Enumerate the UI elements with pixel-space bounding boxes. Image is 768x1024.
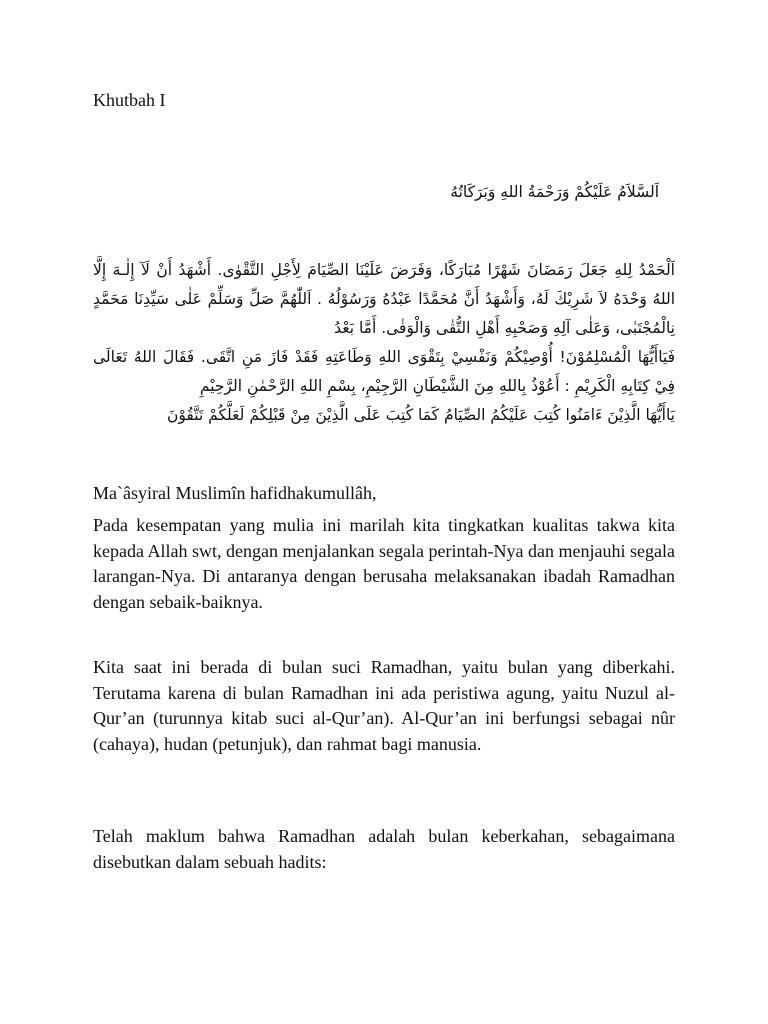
arabic-salam: اَلسَّلاَمُ عَلَيْكُمْ وَرَحْمَةُ اللهِ وَبَرَكَاتُهُ [450,183,659,201]
arabic-paragraph-opening: اَلْحَمْدُ لِلهِ جَعَلَ رَمَضَانَ شَهْرًا مُبَارَكًا، وَفَرَضَ عَلَيْنَا الصِّيَامَ لِأَجْلِ التَّقْوٰى. أَشْهَدُ أَنْ لَآ إِلٰـهَ إِلَّا اللهُ وَحْدَهُ لاَ شَرِيْكَ لَهُ، وَأَشْهَدُ أَنَّ مُحَمَّدًا عَبْدُهُ وَرَسُوْلُهُ . اَللّٰهُمَّ صَلِّ وَسَلِّمْ عَلٰى سَيِّدِنَا مَحَمَّدٍ نِالْمُجْتَبٰى، وَعَلٰى آلِهِ وَصَحْبِهِ أَهْلِ التُّقٰى وَالْوَفٰى. أَمَّا بَعْدُ [93,261,675,337]
arabic-paragraph-wasiat: فَيَاأَيُّهَا الْمُسْلِمُوْنَ! أُوْصِيْكُمْ وَنَفْسِيْ بِتَقْوَى اللهِ وَطَاعَتِهِ فَقَدْ فَازَ مَنِ اتَّقَى. فَقَالَ اللهُ تَعَالَى فِيْ كِتَابِهِ الْكَرِيْمِ : أَعُوْذُ بِاللهِ مِنَ الشَّيْطَانِ الرَّجِيْمِ، بِسْمِ اللهِ الرَّحْمٰنِ الرَّحِيْمِ [93,348,675,395]
greeting-line: Ma`âsyiral Muslimîn hafidhakumullâh, [93,483,377,503]
arabic-paragraph-verse: يَاأَيُّهَا الَّذِيْنَ ءَامَنُوا كُتِبَ عَلَيْكُمُ الصِّيَامُ كَمَا كُتِبَ عَلَى الَّذِيْنَ مِنْ قَبْلِكُمْ لَعَلَّكُمْ تَتَّقُوْنَ [167,406,675,424]
body-paragraph: Telah maklum bahwa Ramadhan adalah bulan keberkahan, sebagaimana disebutkan dalam sebuah hadits: [93,826,675,872]
body-paragraph: Pada kesempatan yang mulia ini marilah kita tingkatkan kualitas takwa kita kepada Allah swt, dengan menjalankan segala perintah-Nya dan menjauhi segala larangan-Nya. Di antaranya dengan berusaha melaksanakan ibadah Ramadhan dengan sebaik-baiknya. [93,515,675,612]
body-paragraph: Kita saat ini berada di bulan suci Ramadhan, yaitu bulan yang diberkahi. Terutama karena di bulan Ramadhan ini ada peristiwa agung, yaitu Nuzul al-Qur’an (turunnya kitab suci al-Qur’an). Al-Qur’an ini berfungsi sebagai nûr (cahaya), hudan (petunjuk), dan rahmat bagi manusia. [93,657,675,754]
document-heading: Khutbah I [93,90,166,110]
